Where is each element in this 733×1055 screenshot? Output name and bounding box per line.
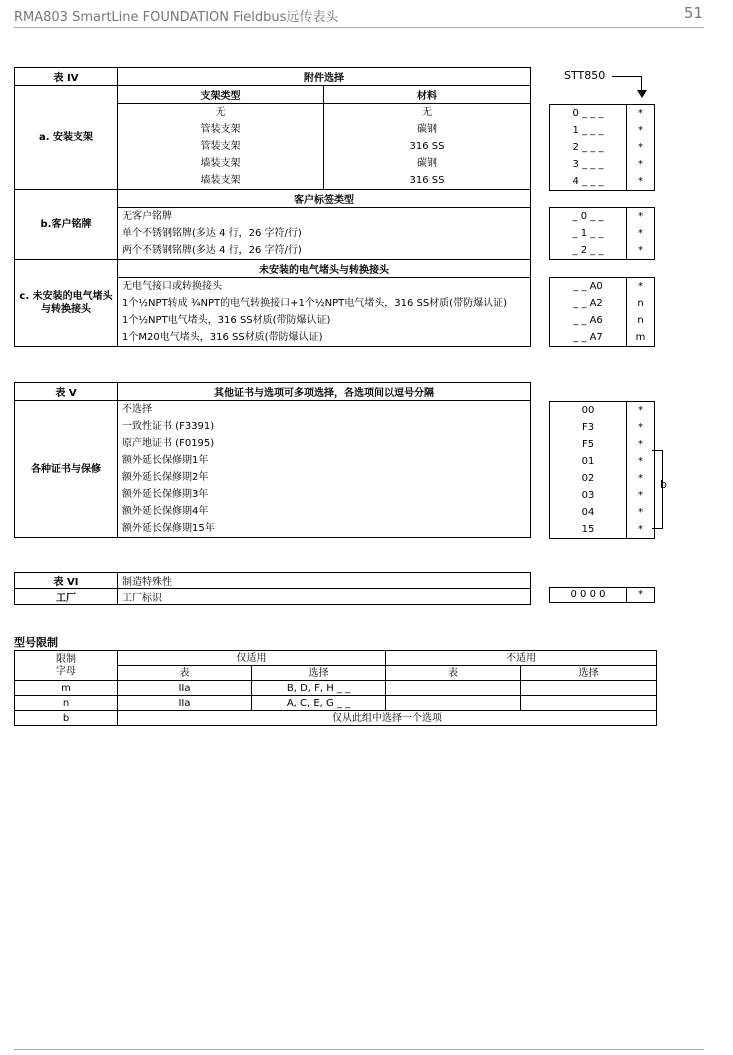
option-code: _ 2 _ _ — [572, 245, 604, 256]
option-code: 03 — [581, 490, 595, 501]
availability-mark: n — [637, 298, 644, 309]
bracket-material: 无 — [422, 107, 432, 118]
availability-mark: n — [637, 315, 644, 326]
table-v — [14, 382, 531, 538]
code-column — [550, 278, 627, 347]
option-code: 15 — [581, 524, 595, 535]
available-selection: B, D, F, H _ _ — [252, 681, 386, 696]
availability-mark: * — [638, 473, 643, 484]
bracket-type-header: 支架类型 — [118, 86, 324, 104]
table-vi-label: 表 VI — [15, 573, 118, 589]
list-item: 原产地证书 (F0195) — [122, 438, 215, 449]
list-item: 1个M20电气堵头，316 SS材质(带防爆认证) — [122, 332, 323, 343]
availability-column — [627, 278, 655, 347]
conduit-plug-label: c. 未安装的电气堵头与转换接头 — [15, 260, 118, 347]
conduit-plug-list — [118, 278, 531, 347]
restriction-letter-header-line2: 字母 — [56, 665, 76, 677]
availability-mark: * — [638, 490, 643, 501]
bracket-type: 墙装支架 — [200, 158, 241, 169]
table-vi-title: 制造特殊性 — [118, 573, 531, 589]
bracket-type: 管装支架 — [200, 124, 241, 135]
availability-mark: * — [638, 108, 643, 119]
availability-mark: * — [638, 281, 643, 292]
conduit-plug-subtitle: 未安装的电气堵头与转换接头 — [118, 260, 531, 278]
list-item: 1个½NPT转成 ¾NPT的电气转换接口+1个½NPT电气堵头，316 SS材质(带防爆认证) — [122, 298, 507, 309]
list-item: 额外延长保修期2年 — [122, 472, 209, 483]
option-code: _ _ A2 — [573, 298, 603, 309]
option-code: F3 — [581, 422, 595, 433]
arrow-line — [612, 76, 641, 77]
factory-id-text: 工厂标识 — [118, 589, 531, 605]
availability-mark: * — [638, 507, 643, 518]
option-code: 00 — [581, 405, 595, 416]
table-row — [15, 696, 657, 711]
customer-tag-label: b.客户铭牌 — [15, 190, 118, 260]
bracket-material-list — [324, 104, 531, 190]
option-code: 1 _ _ _ — [572, 125, 604, 136]
option-code: _ _ A7 — [573, 332, 603, 343]
option-code: 02 — [581, 473, 595, 484]
list-item: 1个½NPT电气堵头，316 SS材质(带防爆认证) — [122, 315, 331, 326]
bracket-material-header: 材料 — [324, 86, 531, 104]
availability-mark: * — [638, 589, 643, 600]
restriction-letter: b — [15, 711, 118, 726]
mounting-bracket-label: a. 安装支架 — [15, 86, 118, 190]
option-code: F5 — [581, 439, 595, 450]
restriction-letter-header-line1: 限制 — [56, 653, 76, 665]
list-item: 无电气接口或转换接头 — [122, 281, 222, 292]
certificates-group-label: 各种证书与保修 — [15, 401, 118, 538]
code-column — [550, 402, 627, 539]
header-rule — [14, 27, 704, 28]
table-iv-label: 表 IV — [15, 68, 118, 86]
option-code: 0 0 0 0 — [570, 589, 606, 600]
bracket-type-list — [118, 104, 324, 190]
bracket-material: 316 SS — [409, 175, 445, 186]
customer-tag-list — [118, 208, 531, 260]
bracket-material: 316 SS — [409, 141, 445, 152]
table-vi — [14, 572, 531, 605]
code-box-vi — [549, 587, 655, 603]
list-item: 额外延长保修期4年 — [122, 506, 209, 517]
availability-mark: * — [638, 422, 643, 433]
not-available-selection — [521, 681, 657, 696]
code-box-v — [549, 401, 655, 539]
code-box-a — [549, 104, 655, 191]
restrictions-title: 型号限制 — [14, 636, 58, 649]
table-v-title: 其他证书与选项可多项选择，各选项间以逗号分隔 — [118, 383, 531, 401]
footer-rule — [14, 1049, 704, 1050]
available-header: 仅适用 — [118, 651, 386, 666]
table-iv-title: 附件选择 — [118, 68, 531, 86]
bracket-type: 墙装支架 — [200, 175, 241, 186]
list-item: 额外延长保修期1年 — [122, 455, 209, 466]
list-item: 额外延长保修期15年 — [122, 523, 215, 534]
restriction-letter-header — [15, 651, 118, 681]
bracket-material: 碳钢 — [417, 124, 437, 135]
not-available-table — [386, 681, 521, 696]
availability-mark: * — [638, 125, 643, 136]
option-code: 04 — [581, 507, 595, 518]
table-v-label: 表 V — [15, 383, 118, 401]
restriction-note: 仅从此组中选择一个选项 — [118, 711, 657, 726]
model-label: STT850 — [564, 69, 606, 82]
option-code: 01 — [581, 456, 595, 467]
option-code: 3 _ _ _ — [572, 159, 604, 170]
table-row — [15, 681, 657, 696]
available-table-header: 表 — [118, 666, 252, 681]
factory-label: 工厂 — [15, 589, 118, 605]
availability-mark: * — [638, 524, 643, 535]
availability-column — [627, 402, 655, 539]
availability-column — [627, 105, 655, 191]
option-code: 4 _ _ _ — [572, 176, 604, 187]
not-available-selection — [521, 696, 657, 711]
arrow-line-vertical — [641, 76, 642, 90]
availability-mark: * — [638, 211, 643, 222]
code-box-b — [549, 207, 655, 260]
available-selection: A, C, E, G _ _ — [252, 696, 386, 711]
bracket-type: 无 — [215, 107, 226, 118]
availability-mark: * — [638, 142, 643, 153]
availability-mark: * — [638, 456, 643, 467]
availability-mark: * — [638, 439, 643, 450]
not-available-header: 不适用 — [386, 651, 657, 666]
option-code: _ _ A6 — [573, 315, 603, 326]
availability-mark: * — [638, 159, 643, 170]
availability-mark: m — [635, 332, 646, 343]
option-code: _ _ A0 — [573, 281, 603, 292]
bracket-type: 管装支架 — [200, 141, 241, 152]
availability-mark: * — [638, 228, 643, 239]
customer-tag-subtitle: 客户标签类型 — [118, 190, 531, 208]
available-table: IIa — [118, 681, 252, 696]
availability-mark: * — [638, 245, 643, 256]
restrictions-table — [14, 650, 657, 726]
table-row — [15, 711, 657, 726]
list-item: 两个不锈钢铭牌(多达 4 行，26 字符/行) — [122, 245, 302, 256]
not-available-selection-header: 选择 — [521, 666, 657, 681]
code-box-c — [549, 277, 655, 347]
available-table: IIa — [118, 696, 252, 711]
not-available-table-header: 表 — [386, 666, 521, 681]
restriction-letter: m — [15, 681, 118, 696]
availability-mark: * — [638, 405, 643, 416]
list-item: 不选择 — [122, 404, 152, 415]
option-code: _ 1 _ _ — [572, 228, 604, 239]
list-item: 额外延长保修期3年 — [122, 489, 209, 500]
code-column — [550, 208, 627, 260]
option-code: 0 _ _ _ — [572, 108, 604, 119]
code-column — [550, 105, 627, 191]
not-available-table — [386, 696, 521, 711]
availability-mark: * — [638, 176, 643, 187]
page-number: 51 — [683, 4, 703, 22]
certificates-list — [118, 401, 531, 538]
availability-column — [627, 588, 655, 603]
option-code: 2 _ _ _ — [572, 142, 604, 153]
arrow-down-icon — [637, 90, 647, 98]
list-item: 一致性证书 (F3391) — [122, 421, 215, 432]
option-code: _ 0 _ _ — [572, 211, 604, 222]
code-column — [550, 588, 627, 603]
table-iv — [14, 67, 531, 347]
available-selection-header: 选择 — [252, 666, 386, 681]
availability-column — [627, 208, 655, 260]
list-item: 单个不锈钢铭牌(多达 4 行，26 字符/行) — [122, 228, 302, 239]
list-item: 无客户铭牌 — [122, 211, 172, 222]
document-title: RMA803 SmartLine FOUNDATION Fieldbus远传表头 — [14, 10, 339, 25]
restriction-letter: n — [15, 696, 118, 711]
restriction-letter-b: b — [660, 478, 667, 491]
bracket-material: 碳钢 — [417, 158, 437, 169]
